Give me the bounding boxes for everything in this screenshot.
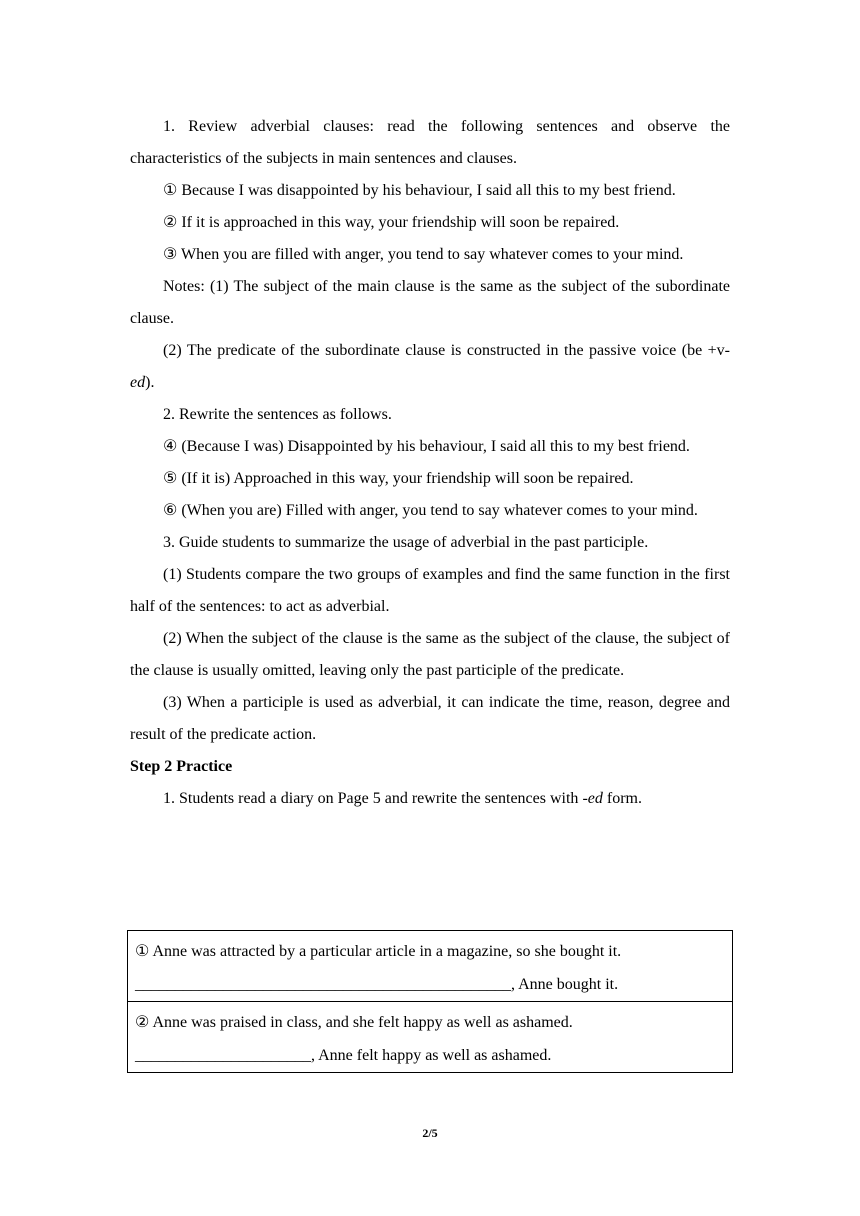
- exercise-table: [127, 930, 733, 1073]
- example-4: ④ (Because I was) Disappointed by his behaviour, I said all this to my best friend.: [163, 438, 690, 455]
- paragraph-rewrite: 2. Rewrite the sentences as follows.: [163, 406, 392, 423]
- step-heading: Step 2 Practice: [130, 758, 233, 775]
- exercise-cell: [128, 931, 733, 1002]
- example-3: ③ When you are filled with anger, you tend to say whatever comes to your mind.: [163, 246, 684, 263]
- guide-point-2: (2) When the subject of the clause is the same as the subject of the clause, the subject of the clause is usually omitted, leaving only the past participle of the predicate.: [130, 630, 730, 679]
- example-5: ⑤ (If it is) Approached in this way, your friendship will soon be repaired.: [163, 470, 634, 487]
- page-number: 2/5: [422, 1126, 438, 1140]
- note-2: [130, 335, 730, 399]
- exercise-sentence: ① Anne was attracted by a particular article in a magazine, so she bought it.: [135, 943, 622, 960]
- exercise-sentence: ② Anne was praised in class, and she felt happy as well as ashamed.: [135, 1014, 573, 1031]
- exercise-row: [128, 931, 733, 1002]
- practice-instruction: [130, 783, 730, 815]
- note-2-italic: ed: [130, 374, 146, 391]
- practice-text: 1. Students read a diary on Page 5 and rewrite the sentences with: [163, 790, 583, 807]
- exercise-row: [128, 1002, 733, 1073]
- exercise-blank: _______________________________________________, Anne bought it.: [135, 976, 619, 993]
- example-1: ① Because I was disappointed by his behaviour, I said all this to my best friend.: [163, 182, 676, 199]
- note-2-text: (2) The predicate of the subordinate clause is constructed in the passive voice (be +v-: [163, 342, 730, 359]
- note-1: Notes: (1) The subject of the main clause is the same as the subject of the subordinate clause.: [130, 278, 730, 327]
- paragraph-guide: 3. Guide students to summarize the usage of adverbial in the past participle.: [163, 534, 649, 551]
- practice-end: form.: [602, 790, 642, 807]
- example-2: ② If it is approached in this way, your friendship will soon be repaired.: [163, 214, 620, 231]
- practice-italic: -ed: [582, 790, 603, 807]
- note-2-end: ).: [145, 374, 155, 391]
- guide-point-3: (3) When a participle is used as adverbial, it can indicate the time, reason, degree and result of the predicate action.: [130, 694, 730, 743]
- exercise-blank: ______________________, Anne felt happy as well as ashamed.: [135, 1047, 552, 1064]
- example-6: ⑥ (When you are) Filled with anger, you tend to say whatever comes to your mind.: [163, 502, 698, 519]
- paragraph-review: 1. Review adverbial clauses: read the following sentences and observe the characteristics of the subjects in main sentences and clauses.: [130, 118, 730, 167]
- guide-point-1: (1) Students compare the two groups of examples and find the same function in the first half of the sentences: to act as adverbial.: [130, 566, 730, 615]
- exercise-cell: [128, 1002, 733, 1073]
- body-text: [130, 111, 730, 815]
